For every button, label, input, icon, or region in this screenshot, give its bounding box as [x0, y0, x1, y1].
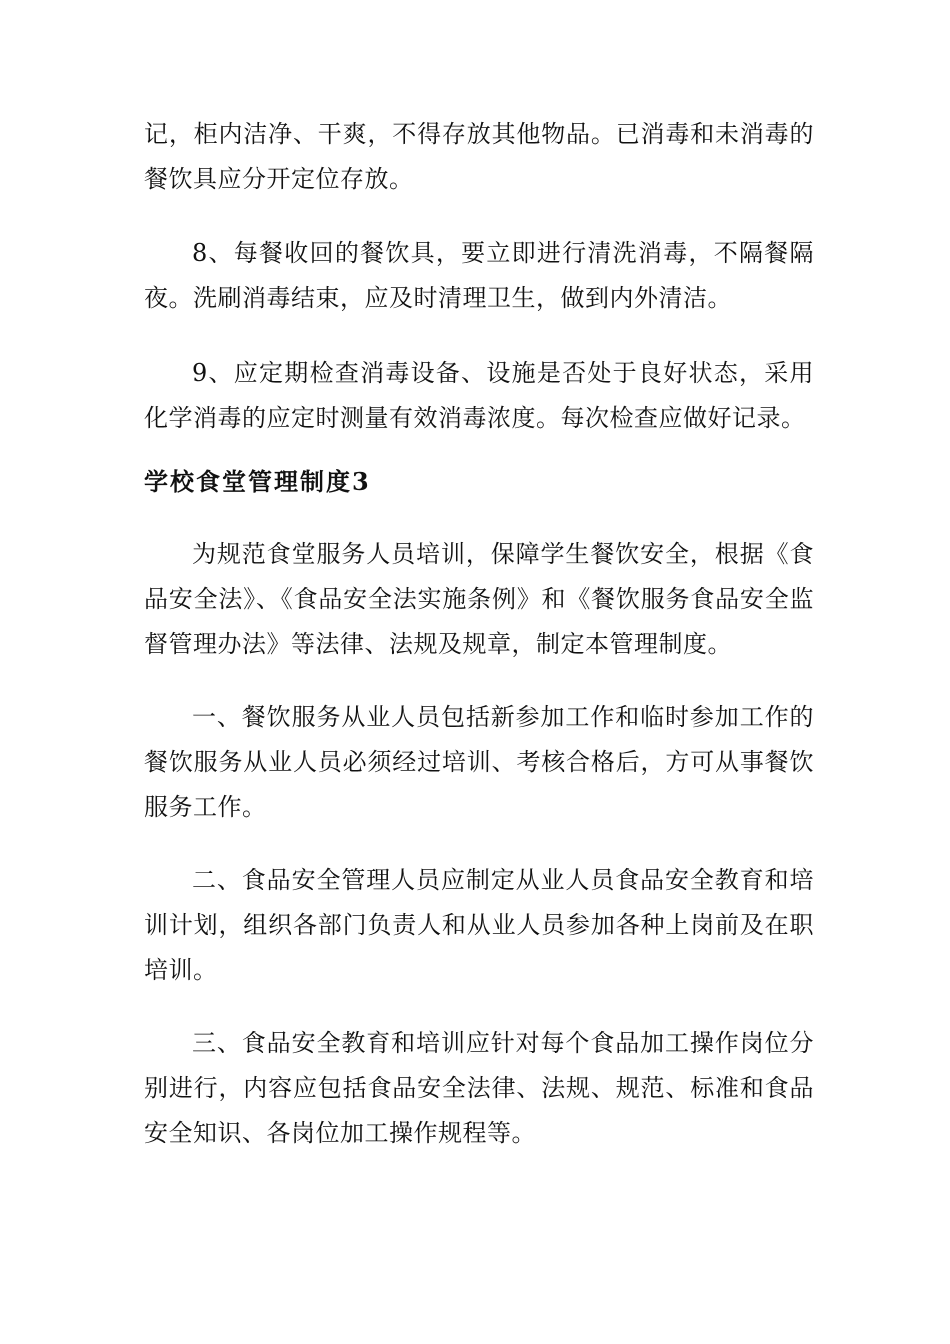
paragraph-item-8: 8、每餐收回的餐饮具，要立即进行清洗消毒，不隔餐隔夜。洗刷消毒结束，应及时清理卫生，做到内外清洁。 — [144, 239, 814, 312]
paragraph-item-9: 9、应定期检查消毒设备、设施是否处于良好状态，采用化学消毒的应定时测量有效消毒浓度。每次检查应做好记录。 — [144, 359, 814, 432]
document-page — [144, 112, 814, 1156]
paragraph-rule-1: 一、餐饮服务从业人员包括新参加工作和临时参加工作的餐饮服务从业人员必须经过培训、考核合格后，方可从事餐饮服务工作。 — [144, 703, 814, 821]
section-heading: 学校食堂管理制度3 — [144, 467, 371, 496]
paragraph-intro: 为规范食堂服务人员培训，保障学生餐饮安全，根据《食品安全法》、《食品安全法实施条例》和《餐饮服务食品安全监督管理办法》等法律、法规及规章，制定本管理制度。 — [144, 540, 814, 658]
paragraph-rule-3: 三、食品安全教育和培训应针对每个食品加工操作岗位分别进行，内容应包括食品安全法律、法规、规范、标准和食品安全知识、各岗位加工操作规程等。 — [144, 1029, 814, 1147]
paragraph-continuation: 记，柜内洁净、干爽，不得存放其他物品。已消毒和未消毒的餐饮具应分开定位存放。 — [144, 120, 814, 193]
paragraph-rule-2: 二、食品安全管理人员应制定从业人员食品安全教育和培训计划，组织各部门负责人和从业人员参加各种上岗前及在职培训。 — [144, 866, 814, 984]
